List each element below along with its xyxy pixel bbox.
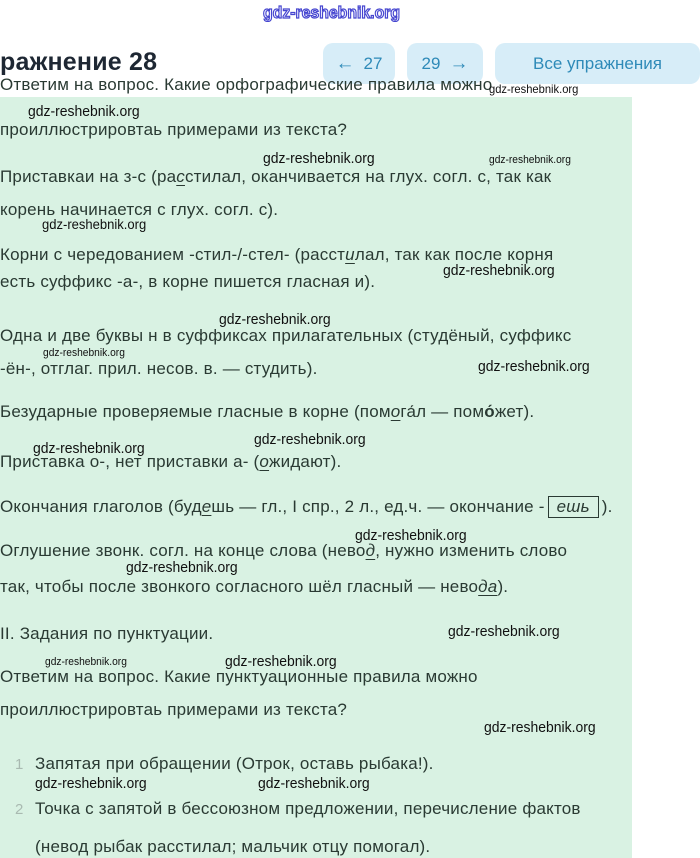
text-segment: Приставка о-, нет приставки а- ( (0, 452, 260, 471)
text-segment: проиллюстрировтаь примерами из текста? (0, 700, 348, 719)
text-line (0, 577, 508, 597)
text-segment: Одна и две буквы н в суффиксах прилагательных (студёный, суффикс (0, 326, 572, 345)
text-line (0, 496, 613, 518)
site-watermark: gdz-reshebnik.org (219, 311, 331, 328)
site-watermark: gdz-reshebnik.org (478, 358, 590, 375)
site-watermark: gdz-reshebnik.org (42, 216, 147, 232)
arrow-right-icon: → (449, 53, 469, 74)
solution-panel (0, 97, 632, 858)
text-segment: лал, так как после корня (354, 245, 554, 264)
emphasized-text: о (390, 402, 401, 421)
site-watermark: gdz-reshebnik.org (45, 656, 127, 668)
site-watermark: gdz-reshebnik.org (489, 82, 579, 96)
site-watermark-blue: gdz-reshebnik.org (263, 3, 401, 22)
text-segment: , нужно изменить слово (375, 541, 568, 560)
prev-exercise-number: 27 (363, 53, 383, 73)
text-segment: ). (601, 497, 613, 516)
text-segment: Запятая при обращении (Отрок, оставь рыбака!). (35, 754, 434, 773)
text-segment: Ответим на вопрос. Какие пунктуационные правила можно (0, 667, 478, 686)
emphasized-text: и (345, 245, 355, 264)
text-segment: стилал, оканчивается на глух. согл. с, так как (184, 167, 552, 186)
emphasized-text: о́ (484, 402, 495, 421)
site-watermark: gdz-reshebnik.org (225, 653, 337, 670)
clipped-text-line: Ответим на вопрос. Какие орфографические правила можно (0, 75, 493, 94)
list-number: 2 (15, 801, 24, 818)
site-watermark: gdz-reshebnik.org (126, 559, 238, 576)
site-watermark: gdz-reshebnik.org (489, 154, 571, 166)
page-title: ражнение 28 (0, 48, 158, 76)
text-line (0, 624, 213, 644)
text-segment: га́л — пом (400, 402, 485, 421)
all-exercises-button[interactable] (495, 43, 700, 84)
site-watermark: gdz-reshebnik.org (28, 103, 140, 120)
text-line (0, 667, 478, 687)
text-segment: (невод рыбак расстилал; мальчик отцу помогал). (35, 837, 431, 856)
text-segment: Окончания глаголов (буд (0, 497, 202, 516)
text-segment: Точка с запятой в бессоюзном предложении, перечисление фактов (35, 799, 581, 818)
list-item (15, 799, 581, 819)
text-line (0, 359, 318, 379)
text-segment: так, чтобы после звонкого согласного шёл гласный — нево (0, 577, 479, 596)
text-segment: есть суффикс -а-, в корне пишется гласная и). (0, 272, 376, 291)
text-line (0, 272, 375, 292)
list-item (15, 754, 434, 774)
next-exercise-number: 29 (421, 53, 441, 73)
text-segment: проиллюстрировтаь примерами из текста? (0, 120, 348, 139)
emphasized-text: е (201, 497, 212, 516)
emphasized-text: да (478, 577, 498, 596)
text-segment: II. Задания по пунктуации. (0, 624, 214, 643)
text-line (0, 120, 347, 140)
text-segment: шь — гл., I спр., 2 л., ед.ч. — окончание - (211, 497, 545, 516)
site-watermark: gdz-reshebnik.org (258, 775, 370, 792)
emphasized-text: о (259, 452, 270, 471)
text-segment: корень начинается с глух. согл. с). (0, 200, 279, 219)
text-segment: -ён-, отглаг. прил. несов. в. — студить). (0, 359, 318, 378)
site-watermark: gdz-reshebnik.org (355, 527, 467, 544)
text-line (0, 167, 551, 187)
text-segment: Оглушение звонк. согл. на конце слова (нево (0, 541, 366, 560)
site-watermark: gdz-reshebnik.org (35, 775, 147, 792)
emphasized-text: ешь (548, 496, 599, 518)
site-watermark: gdz-reshebnik.org (263, 150, 375, 167)
text-segment: ). (497, 577, 509, 596)
site-watermark: gdz-reshebnik.org (43, 347, 125, 359)
text-segment: Безударные проверяемые гласные в корне (пом (0, 402, 391, 421)
site-watermark: gdz-reshebnik.org (443, 262, 555, 279)
text-segment: Приставкаи на з-с (ра (0, 167, 177, 186)
site-watermark: gdz-reshebnik.org (448, 623, 560, 640)
all-exercises-label: Все упражнения (533, 53, 662, 73)
site-watermark: gdz-reshebnik.org (254, 431, 366, 448)
emphasized-text: д (365, 541, 376, 560)
text-line (0, 700, 347, 720)
text-line (0, 326, 571, 346)
text-line (35, 837, 430, 857)
text-segment: Корни с чередованием -стил-/-стел- (расст (0, 245, 346, 264)
site-watermark: gdz-reshebnik.org (484, 719, 596, 736)
text-line (0, 541, 567, 561)
list-number: 1 (15, 756, 24, 773)
text-segment: жет). (494, 402, 535, 421)
emphasized-text: с (176, 167, 185, 186)
text-line (0, 402, 534, 422)
text-segment: жидают). (269, 452, 342, 471)
site-watermark: gdz-reshebnik.org (33, 440, 145, 457)
arrow-left-icon: ← (335, 53, 355, 74)
